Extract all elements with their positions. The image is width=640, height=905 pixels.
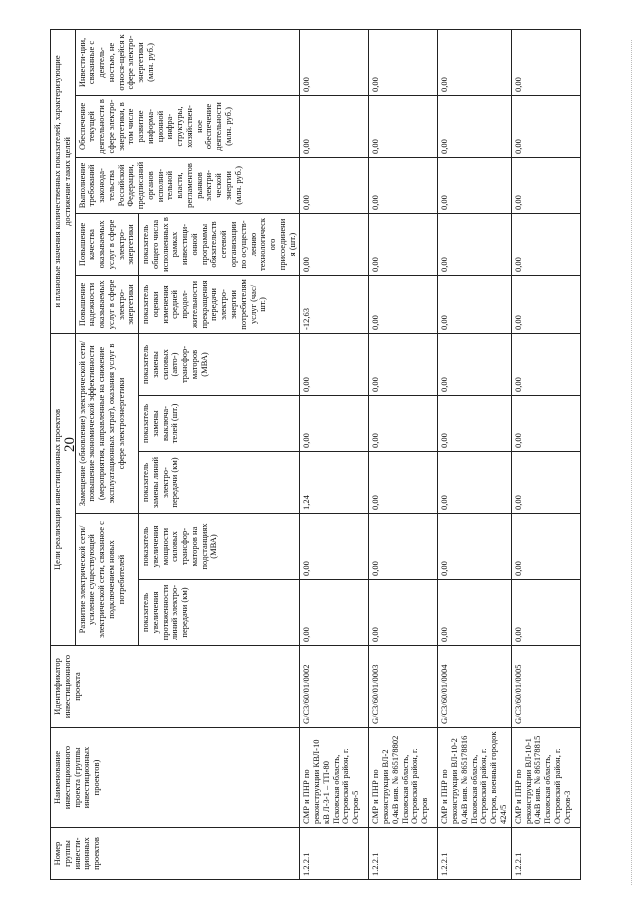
rotated-table-container (50, 0, 600, 880)
header-ind-line-replacement: показатель замены линий электро-передачи (км) (139, 452, 300, 514)
cell-value: 0,00 (438, 213, 511, 275)
header-quality: Повышение качества оказываемых услуг в сфере электро-энергетики (75, 213, 139, 275)
header-ind-power-increase: показатель увеличения мощности силовых трансфор-маторов на подстанциях (МВА) (139, 514, 300, 580)
cell-group: 1.2.2.1 (511, 828, 580, 880)
scan-edge (631, 40, 634, 885)
header-ind-length-increase: показатель увеличения протяженности линий электро-передачи (км) (139, 580, 300, 646)
cell-value: 0,00 (369, 514, 438, 580)
header-project-name: Наименование инвестиционного проекта (группы инвестиционных проектов) (51, 728, 300, 828)
cell-id: G/C3/60/01/0002 (300, 646, 369, 728)
cell-value: 0,00 (300, 396, 369, 452)
header-ind-switches: показатель замены выключа-телей (шт.) (139, 396, 300, 452)
cell-value: 0,00 (369, 29, 438, 95)
cell-group: 1.2.2.1 (369, 828, 438, 880)
cell-value: 0,00 (438, 157, 511, 213)
cell-value: 0,00 (438, 580, 511, 646)
cell-value: 0,00 (511, 213, 580, 275)
cell-value: 0,00 (438, 29, 511, 95)
cell-value: 0,00 (369, 213, 438, 275)
cell-value: 0,00 (511, 396, 580, 452)
header-row-1 (51, 29, 76, 879)
cell-value: 0,00 (369, 95, 438, 157)
cell-value: 0,00 (369, 333, 438, 395)
cell-value: 0,00 (438, 95, 511, 157)
cell-value: 0,00 (438, 333, 511, 395)
cell-id: G/C3/60/01/0003 (369, 646, 438, 728)
page-number: 20 (62, 437, 78, 452)
cell-group: 1.2.2.1 (300, 828, 369, 880)
header-goals: Цели реализации инвестиционных проектов (51, 333, 76, 645)
cell-value: 0,00 (511, 157, 580, 213)
cell-value: 0,00 (438, 514, 511, 580)
cell-value: -12,63 (300, 275, 369, 333)
indicators-table (50, 29, 581, 880)
header-development: Развитие электрической сети/усиление существующей электрической сети, связанное с подключением новых потребителей (75, 514, 139, 646)
cell-value: 1,24 (300, 452, 369, 514)
cell-name: СМР и ПНР по реконструкции ВЛ-10-1 0,4кВ инв. № 865178815 Псковская область, Островский район, г. Остров-3 (511, 728, 580, 828)
cell-value: 0,00 (369, 275, 438, 333)
header-ind-quality: показатель общего числа исполненных в рамках инвестици-онной программы обязательств сетевой организации по осуществ-лению технологического присоединения (шт.) (139, 213, 300, 275)
cell-value: 0,00 (300, 580, 369, 646)
cell-value: 0,00 (438, 452, 511, 514)
cell-group: 1.2.2.1 (438, 828, 511, 880)
cell-name: СМР и ПНР по реконструкции ВЛ-2 0,4кВ инв. № 865178802 Псковская область, Островский район, г. Остров (369, 728, 438, 828)
cell-value: 0,00 (369, 580, 438, 646)
cell-value: 0,00 (300, 95, 369, 157)
cell-id: G/C3/60/01/0004 (438, 646, 511, 728)
cell-value: 0,00 (369, 157, 438, 213)
cell-value: 0,00 (300, 213, 369, 275)
header-activity: Обеспечение текущей деятельности в сфере электро-энергетики, в том числе развитие информа-ционной инфра-структуры, хозяйствен-ное обеспечение деятельности (млн. руб.) (75, 95, 300, 157)
cell-value: 0,00 (369, 396, 438, 452)
cell-value: 0,00 (300, 514, 369, 580)
cell-value: 0,00 (511, 95, 580, 157)
cell-value: 0,00 (511, 333, 580, 395)
header-achievement: и плановые значения количественных показателей, характеризующие достижение таких целей (51, 29, 76, 333)
cell-value: 0,00 (511, 452, 580, 514)
header-replacement: Замещение (обновление) электрической сети/повышение экономической эффективности (мероприятия, направленные на снижение эксплуатационных затрат), оказания услуг в сфере электроэнергетики (75, 333, 139, 513)
cell-value: 0,00 (438, 396, 511, 452)
table-row (300, 29, 369, 879)
table-row (438, 29, 511, 879)
cell-value: 0,00 (300, 333, 369, 395)
cell-value: 0,00 (511, 514, 580, 580)
header-ind-transformers: показатель замены силовых (авто-) трансфор-маторов (МВА) (139, 333, 300, 395)
header-other: Инвести-ции, связанные с деятель-ностью, не относя-щейся к сфере электро-энергетики (млн. руб.) (75, 29, 300, 95)
table-row (369, 29, 438, 879)
cell-value: 0,00 (511, 29, 580, 95)
header-project-id: Идентификатор инвестиционного проекта (51, 646, 300, 728)
cell-value: 0,00 (300, 29, 369, 95)
cell-id: G/C3/60/01/0005 (511, 646, 580, 728)
cell-name: СМР и ПНР по реконструкции ВЛ-10-2 0,4кВ инв. № 865178816 Псковская область, Островский район, г. Остров, военный городок 424/5 (438, 728, 511, 828)
cell-value: 0,00 (369, 452, 438, 514)
cell-value: 0,00 (511, 580, 580, 646)
cell-name: СМР и ПНР по реконструкции КВЛ-10 кВ Л-3-1 – ТП-80 Псковская область, Островский район, г. Остров-5 (300, 728, 369, 828)
header-legislation: Выполнение требований законода-тельства Российской Федерации, предписаний органов исполни-тельной власти, регламентов рынков электри-ческой энергии (млн. руб.) (75, 157, 300, 213)
cell-value: 0,00 (511, 275, 580, 333)
cell-value: 0,00 (438, 275, 511, 333)
table-row (511, 29, 580, 879)
cell-value: 0,00 (300, 157, 369, 213)
header-group-number: Номер группы инвести-ционных проектов (51, 828, 300, 880)
header-ind-reliability: показатель оценки изменения средней продол-жительности прекращения передачи электро-энергии потребителям услуг (час/шт.) (139, 275, 300, 333)
header-reliability: Повышение надежности оказываемых услуг в сфере электро-энергетики (75, 275, 139, 333)
